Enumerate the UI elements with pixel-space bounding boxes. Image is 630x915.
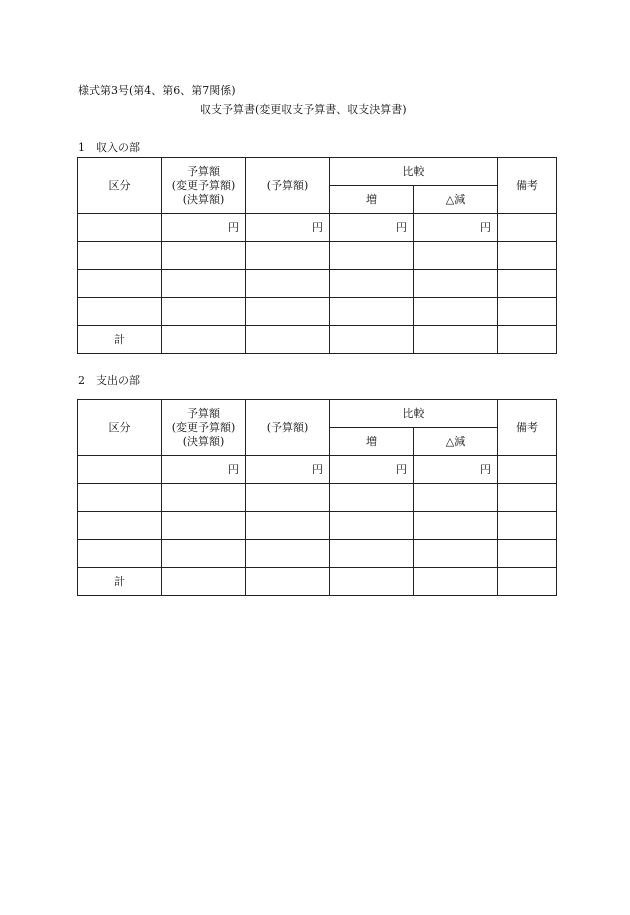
cell-unit: 円 [414, 214, 498, 242]
cell [78, 298, 162, 326]
section-heading-income [78, 141, 140, 155]
form-number: 様式第3号(第4、第6、第7関係) [78, 84, 236, 97]
cell [330, 512, 414, 540]
cell [498, 242, 557, 270]
total-label: 計 [78, 326, 162, 354]
header-category: 区分 [78, 400, 162, 456]
cell [246, 242, 330, 270]
cell [78, 484, 162, 512]
cell [414, 326, 498, 354]
cell-unit: 円 [246, 456, 330, 484]
cell [498, 326, 557, 354]
table-row [78, 270, 557, 298]
table-row [78, 484, 557, 512]
header-decrease: △減 [414, 428, 498, 456]
header-remarks: 備考 [498, 158, 557, 214]
table-row [78, 214, 557, 242]
income-table [77, 157, 557, 354]
cell [162, 484, 246, 512]
cell [414, 484, 498, 512]
cell [414, 568, 498, 596]
cell [78, 270, 162, 298]
header-decrease: △減 [414, 186, 498, 214]
cell-unit: 円 [162, 456, 246, 484]
cell-remarks [498, 214, 557, 242]
header-budget-line2: (変更予算額) [171, 178, 236, 192]
cell [414, 540, 498, 568]
cell [78, 540, 162, 568]
cell [414, 298, 498, 326]
document-title: 収支予算書(変更収支予算書、収支決算書) [200, 103, 407, 116]
section-number: 1 [78, 141, 85, 154]
cell [162, 540, 246, 568]
table-row [78, 540, 557, 568]
cell [330, 568, 414, 596]
cell-category [78, 214, 162, 242]
header-increase: 増 [330, 428, 414, 456]
cell [414, 512, 498, 540]
cell [162, 270, 246, 298]
header-budget-line3: (決算額) [182, 192, 225, 206]
cell [246, 326, 330, 354]
header-budget-line1: 予算額 [187, 164, 220, 178]
cell [330, 242, 414, 270]
section-title: 支出の部 [96, 374, 140, 387]
cell-unit: 円 [330, 456, 414, 484]
header-budget [162, 400, 246, 456]
cell [330, 270, 414, 298]
section-heading-expenditure [78, 374, 140, 388]
table-row [78, 512, 557, 540]
header-budget [162, 158, 246, 214]
total-label: 計 [78, 568, 162, 596]
cell [330, 540, 414, 568]
cell [330, 484, 414, 512]
cell [162, 512, 246, 540]
cell [246, 512, 330, 540]
cell [330, 298, 414, 326]
cell [498, 298, 557, 326]
expenditure-table [77, 399, 557, 596]
table-row [78, 298, 557, 326]
table-row [78, 456, 557, 484]
cell [414, 270, 498, 298]
section-number: 2 [78, 374, 85, 387]
header-comparison: 比較 [330, 400, 498, 428]
total-row [78, 568, 557, 596]
cell [498, 568, 557, 596]
header-budget-line1: 予算額 [187, 406, 220, 420]
cell-unit: 円 [246, 214, 330, 242]
cell [162, 568, 246, 596]
header-budget-line2: (変更予算額) [171, 420, 236, 434]
header-prior-budget: (予算額) [246, 400, 330, 456]
cell-remarks [498, 456, 557, 484]
cell [246, 568, 330, 596]
cell [78, 512, 162, 540]
table-row [78, 242, 557, 270]
cell-unit: 円 [414, 456, 498, 484]
cell [246, 298, 330, 326]
cell [78, 242, 162, 270]
header-increase: 増 [330, 186, 414, 214]
cell [162, 242, 246, 270]
cell [498, 484, 557, 512]
cell [498, 270, 557, 298]
section-title: 収入の部 [96, 141, 140, 154]
header-budget-line3: (決算額) [182, 434, 225, 448]
cell-category [78, 456, 162, 484]
cell [162, 298, 246, 326]
header-prior-budget: (予算額) [246, 158, 330, 214]
cell [498, 512, 557, 540]
cell [246, 270, 330, 298]
header-remarks: 備考 [498, 400, 557, 456]
header-category: 区分 [78, 158, 162, 214]
header-comparison: 比較 [330, 158, 498, 186]
cell-unit: 円 [162, 214, 246, 242]
cell-unit: 円 [330, 214, 414, 242]
cell [246, 484, 330, 512]
cell [330, 326, 414, 354]
cell [162, 326, 246, 354]
total-row [78, 326, 557, 354]
cell [246, 540, 330, 568]
cell [414, 242, 498, 270]
cell [498, 540, 557, 568]
